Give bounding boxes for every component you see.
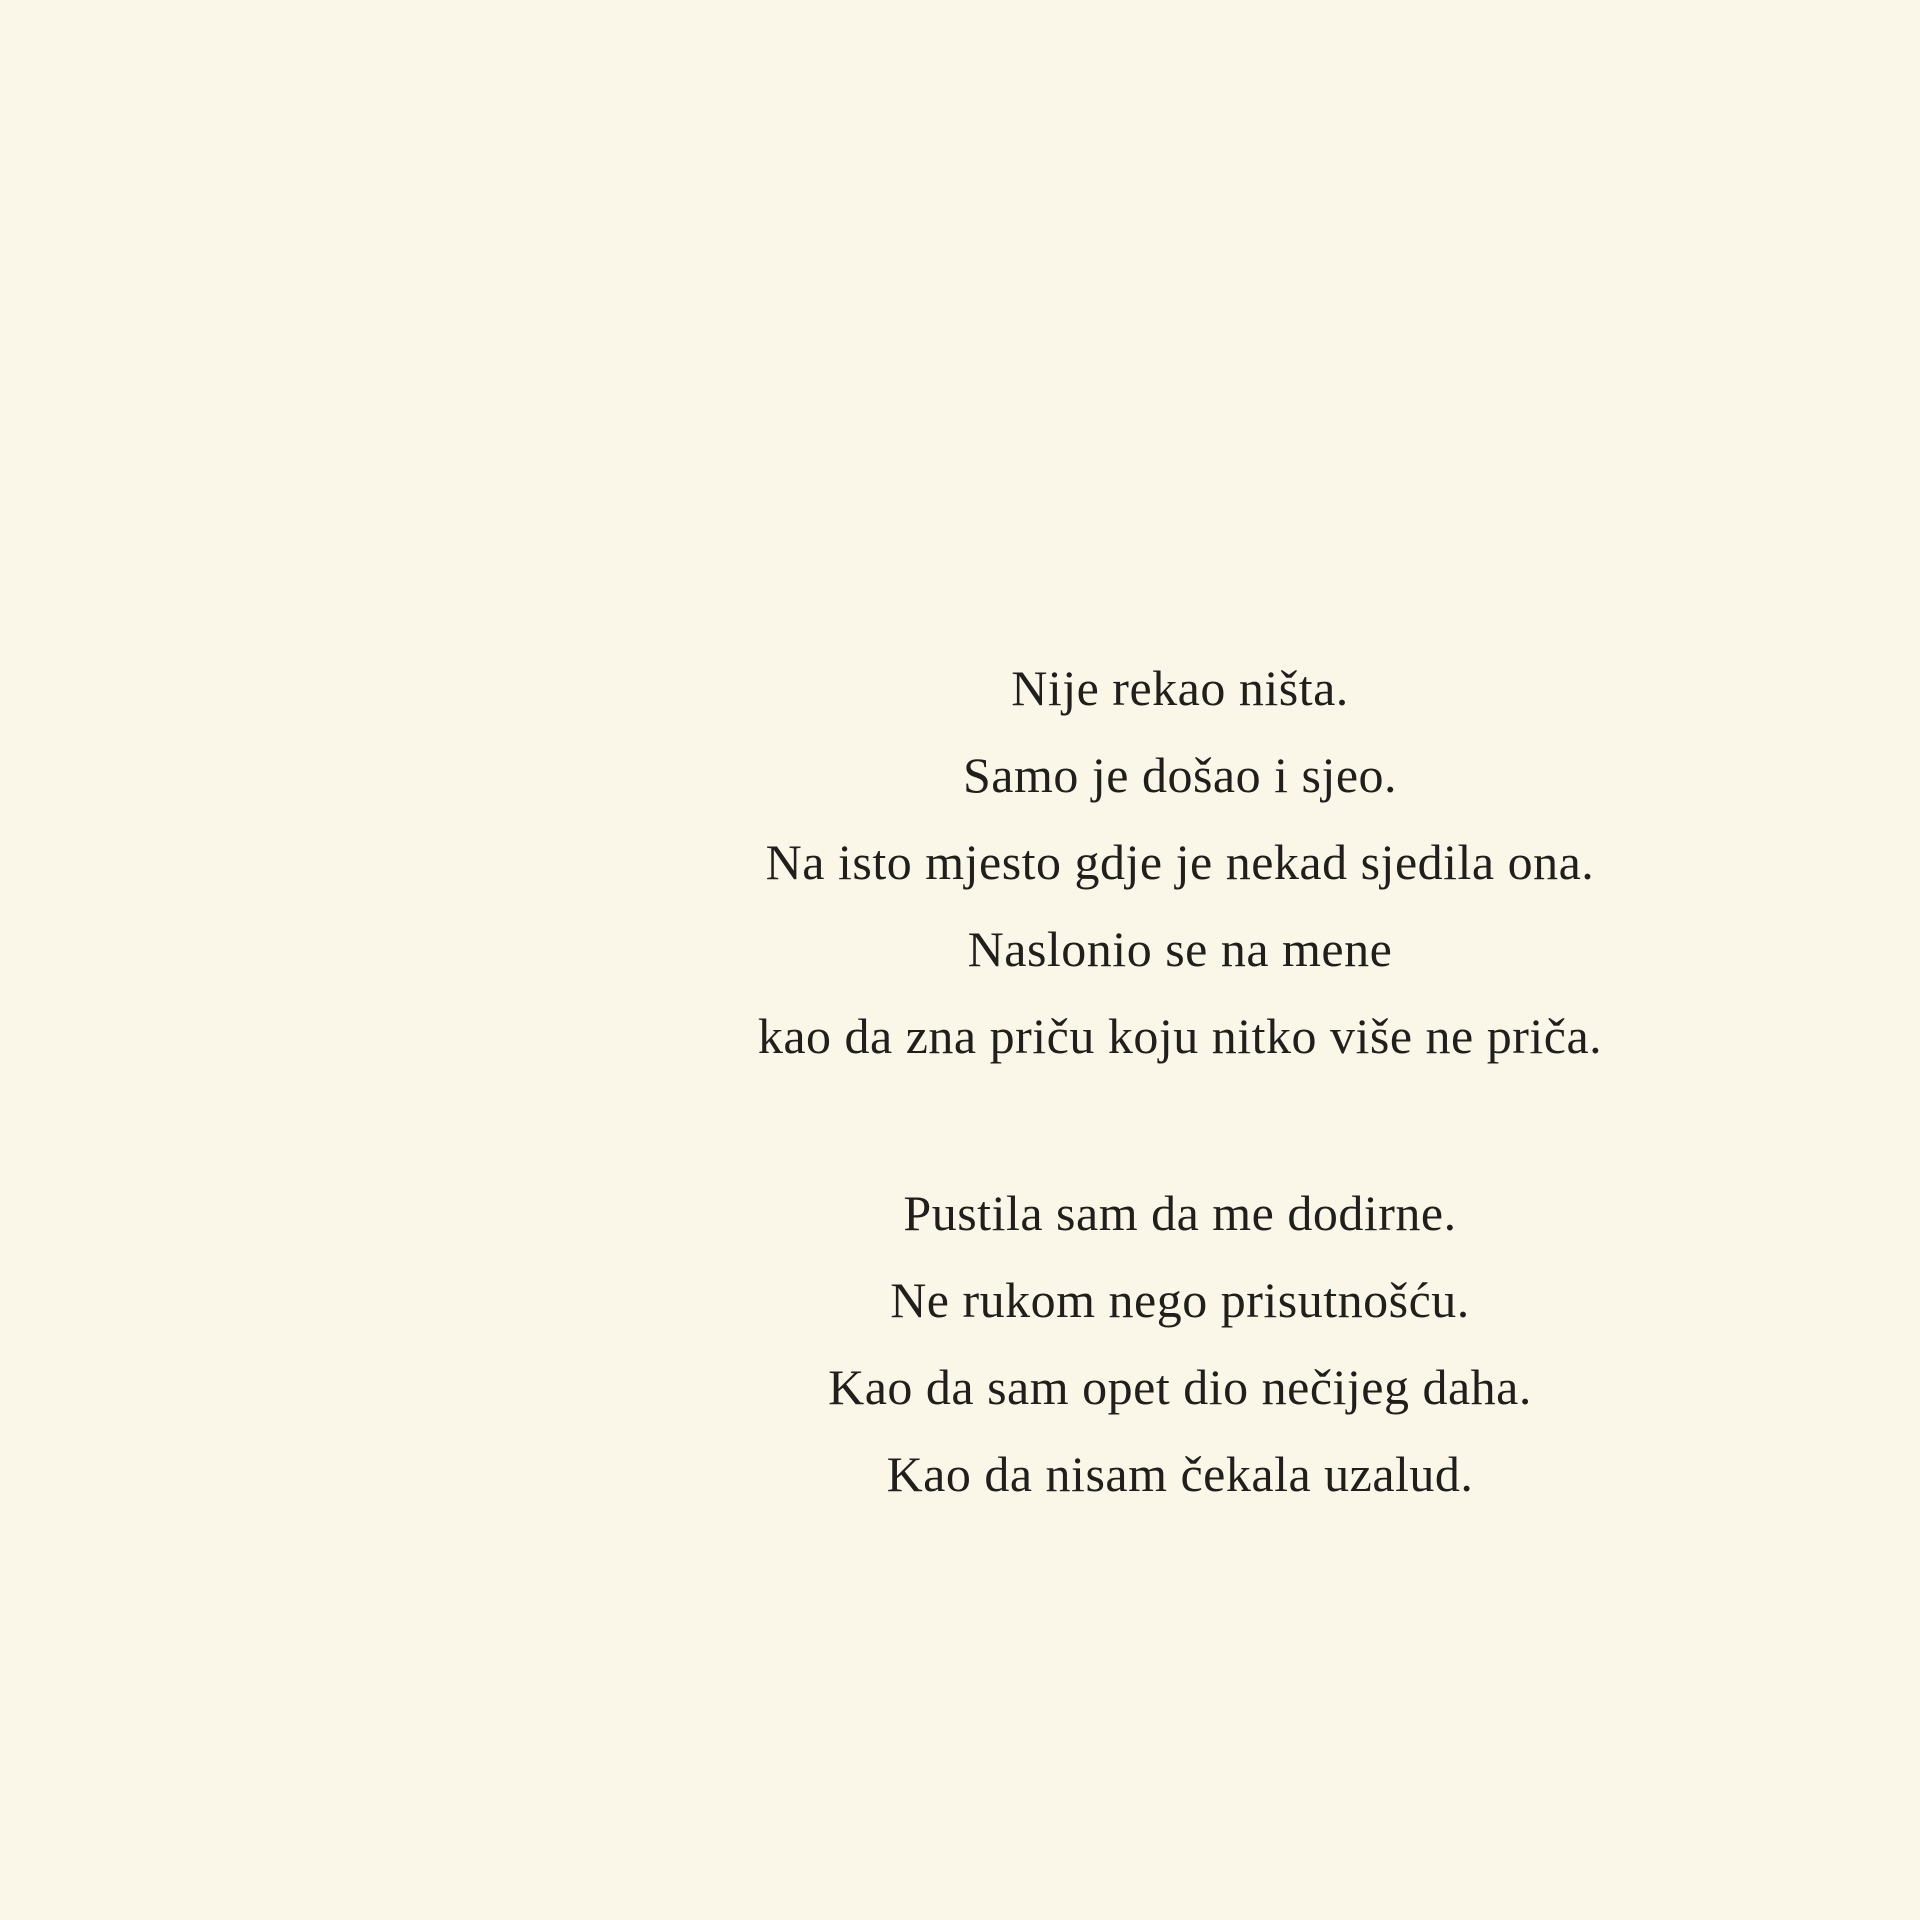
poem-stanza-1	[480, 645, 1880, 1080]
poem-line: Samo je došao i sjeo.	[962, 747, 1398, 803]
poem-line: Na isto mjesto gdje je nekad sjedila ona.	[765, 834, 1595, 890]
poem-line: Nije rekao ništa.	[1011, 660, 1349, 716]
poem-line: Pustila sam da me dodirne.	[903, 1185, 1457, 1241]
poem-line: Kao da sam opet dio nečijeg daha.	[828, 1359, 1532, 1415]
poem-text-block	[480, 645, 1880, 1518]
poem-line: Ne rukom nego prisutnošću.	[890, 1272, 1470, 1328]
poem-stanza-2	[480, 1170, 1880, 1518]
poem-line: kao da zna priču koju nitko više ne priča.	[757, 1008, 1603, 1064]
poem-line: Kao da nisam čekala uzalud.	[886, 1446, 1474, 1502]
poem-line: Naslonio se na mene	[967, 921, 1393, 977]
